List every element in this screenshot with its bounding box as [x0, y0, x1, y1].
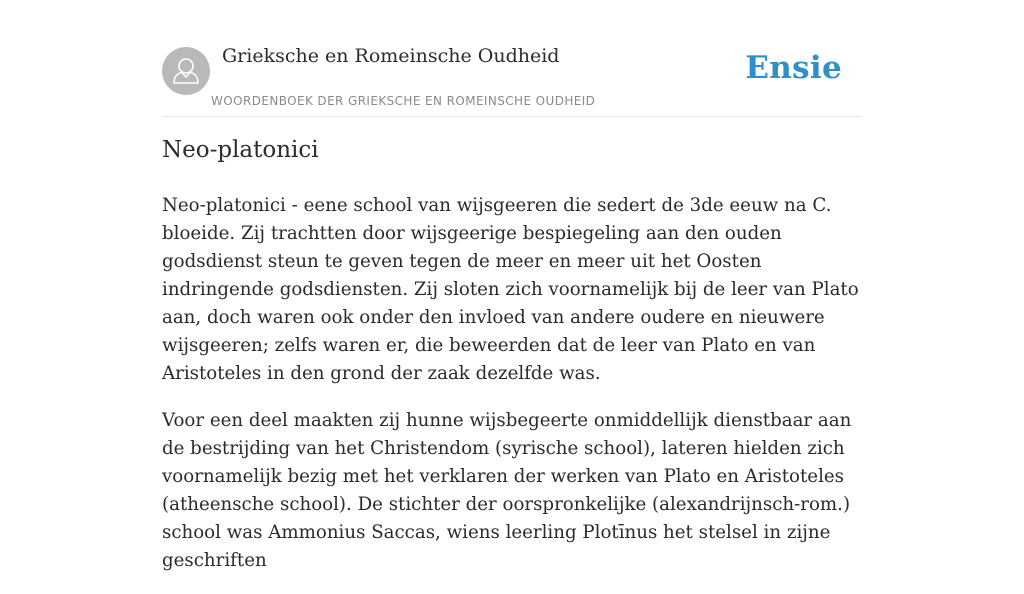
ensie-logo-link[interactable]: Ensie [745, 50, 842, 86]
entry-body [162, 192, 866, 594]
dictionary-header [162, 0, 862, 117]
entry-paragraph: Voor een deel maakten zij hunne wijsbegeerte onmiddellijk dienstbaar aan de bestrijding van het Christendom (syrische school), lateren hielden zich voornamelijk bezig met het verklaren der werken van Plato en Aristoteles (atheensche school). De stichter der oorspronkelijke (alexandrijnsch-rom.) school was Ammonius Saccas, wiens leerling Plotīnus het stelsel in zijne geschriften [162, 410, 852, 571]
dictionary-title-link[interactable]: Grieksche en Romeinsche Oudheid [222, 45, 560, 67]
user-silhouette-icon[interactable] [162, 47, 210, 95]
dictionary-subtitle: WOORDENBOEK DER GRIEKSCHE EN ROMEINSCHE OUDHEID [211, 94, 596, 108]
entry-title: Neo-platonici [162, 137, 319, 163]
entry-paragraph: Neo-platonici - eene school van wijsgeeren die sedert de 3de eeuw na C. bloeide. Zij trachtten door wijsgeerige bespiegeling aan den ouden godsdienst steun te geven tegen de meer en meer uit het Oosten indringende godsdiensten. Zij sloten zich voornamelijk bij de leer van Plato aan, doch waren ook onder den invloed van andere oudere en nieuwere wijsgeeren; zelfs waren er, die beweerden dat de leer van Plato en van Aristoteles in den grond der zaak dezelfde was. [162, 195, 859, 384]
